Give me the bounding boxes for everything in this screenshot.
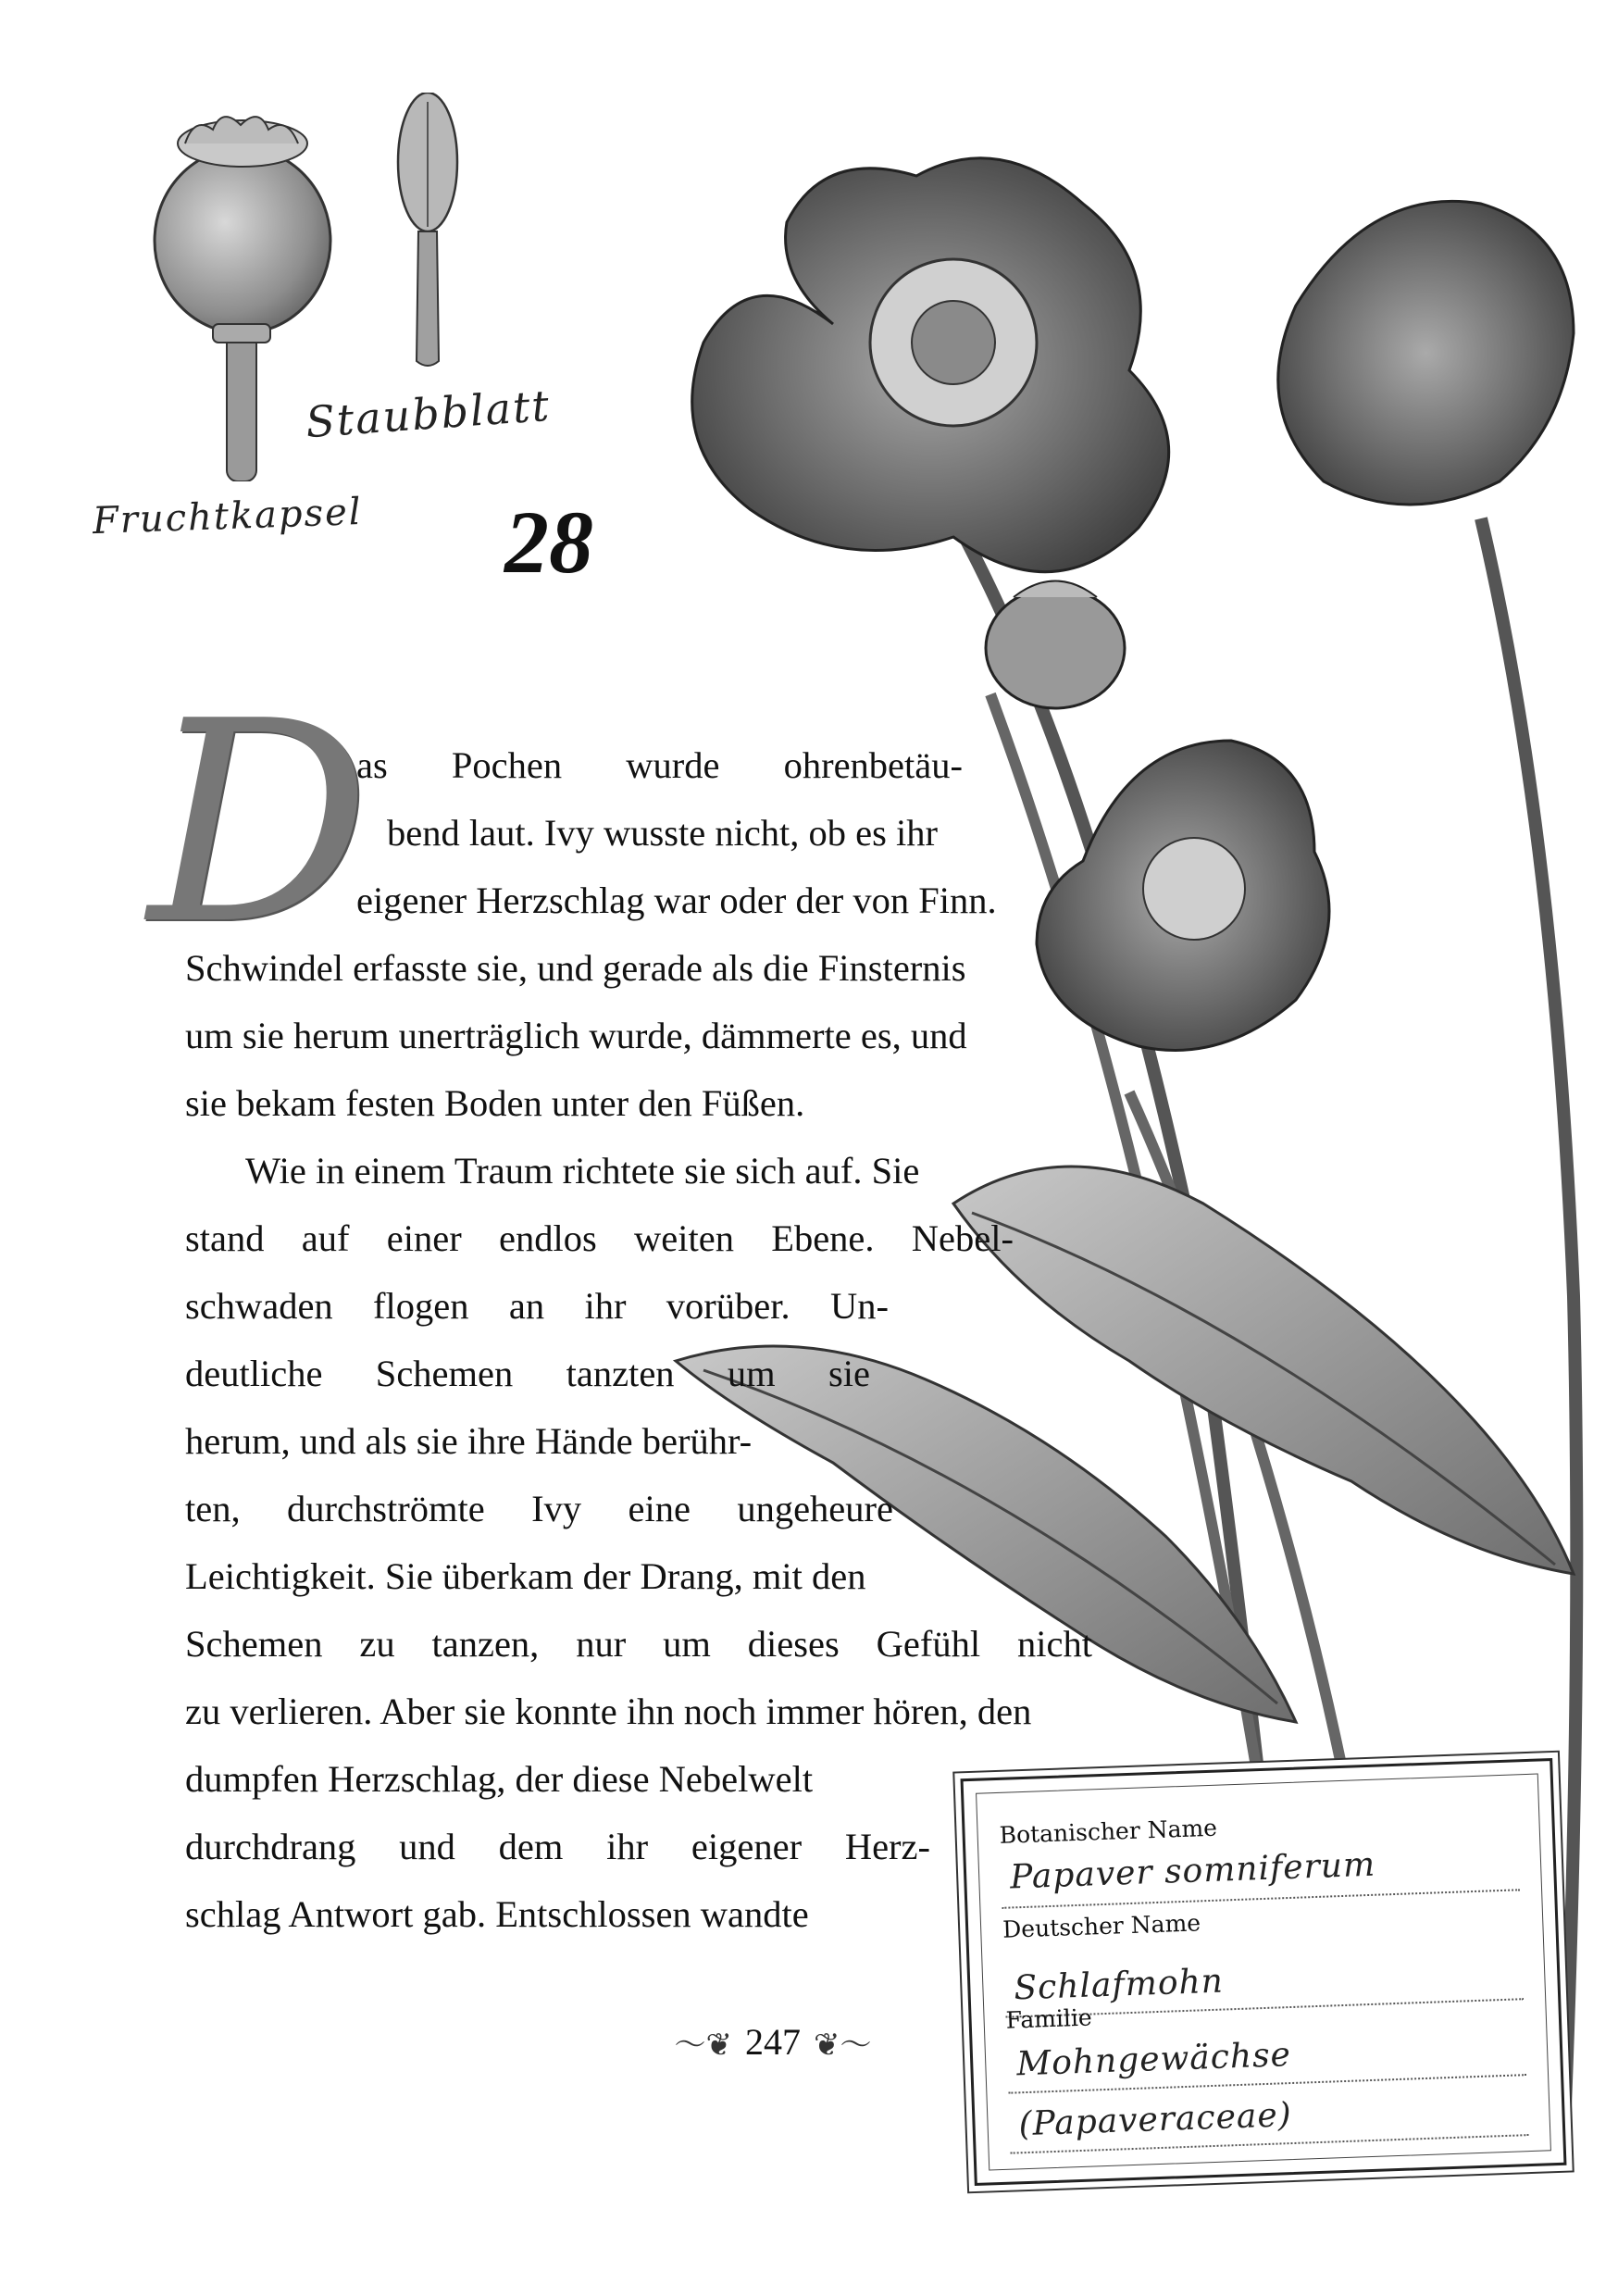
german-name-value: Schlafmohn bbox=[1013, 1962, 1225, 2008]
botanical-label-card bbox=[961, 1758, 1567, 2186]
stamen-sketch-icon bbox=[380, 93, 481, 370]
text-line: bend laut. Ivy wusste nicht, ob es ihr bbox=[387, 812, 939, 854]
text-line: Leichtigkeit. Sie überkam der Drang, mit den bbox=[185, 1555, 866, 1597]
text-line: sie bekam festen Boden unter den Füßen. bbox=[185, 1082, 805, 1124]
family-value-2: (Papaveraceae) bbox=[1017, 2096, 1293, 2144]
text-line: Wie in einem Traum richtete sie sich auf. Sie bbox=[245, 1150, 920, 1192]
text-line: schwaden flogen an ihr vorüber. Un- bbox=[185, 1285, 889, 1327]
german-name-label: Deutscher Name bbox=[1002, 1909, 1201, 1943]
text-line: schlag Antwort gab. Entschlossen wandte bbox=[185, 1893, 809, 1935]
drop-cap-letter: D bbox=[148, 662, 371, 985]
page-number: 247 bbox=[745, 2020, 801, 2063]
text-line: dumpfen Herzschlag, der diese Nebelwelt bbox=[185, 1758, 814, 1800]
text-line: ten, durchströmte Ivy eine ungeheure bbox=[185, 1488, 893, 1529]
ornament-swirl-icon: 〜❦ bbox=[674, 2028, 732, 2063]
family-value-1: Mohngewächse bbox=[1015, 2036, 1292, 2084]
text-line: um sie herum unerträglich wurde, dämmerte es, und bbox=[185, 1015, 967, 1056]
ornament-swirl-icon: ❦〜 bbox=[814, 2028, 872, 2063]
text-line: herum, und als sie ihre Hände berühr- bbox=[185, 1420, 753, 1462]
chapter-number: 28 bbox=[504, 493, 593, 592]
text-line: stand auf einer endlos weiten Ebene. Nebel- bbox=[185, 1217, 1014, 1259]
family-label: Familie bbox=[1005, 2003, 1093, 2034]
page-number-footer bbox=[666, 2014, 879, 2069]
text-line: durchdrang und dem ihr eigener Herz- bbox=[185, 1826, 930, 1867]
text-line: Schwindel erfasste sie, und gerade als die Finsternis bbox=[185, 947, 966, 989]
text-line: zu verlieren. Aber sie konnte ihn noch immer hören, den bbox=[185, 1691, 1032, 1732]
botanical-name-value: Papaver somniferum bbox=[1009, 1845, 1376, 1897]
text-line: eigener Herzschlag war oder der von Finn. bbox=[356, 880, 997, 921]
botanical-name-label: Botanischer Name bbox=[999, 1814, 1218, 1849]
text-line: Schemen zu tanzen, nur um dieses Gefühl nicht bbox=[185, 1623, 1092, 1665]
text-line: as Pochen wurde ohrenbetäu- bbox=[356, 744, 963, 786]
stamen-label: Staubblatt bbox=[304, 380, 553, 448]
text-line: deutliche Schemen tanzten um sie bbox=[185, 1353, 870, 1394]
capsule-label: Fruchtkapsel bbox=[92, 490, 364, 543]
